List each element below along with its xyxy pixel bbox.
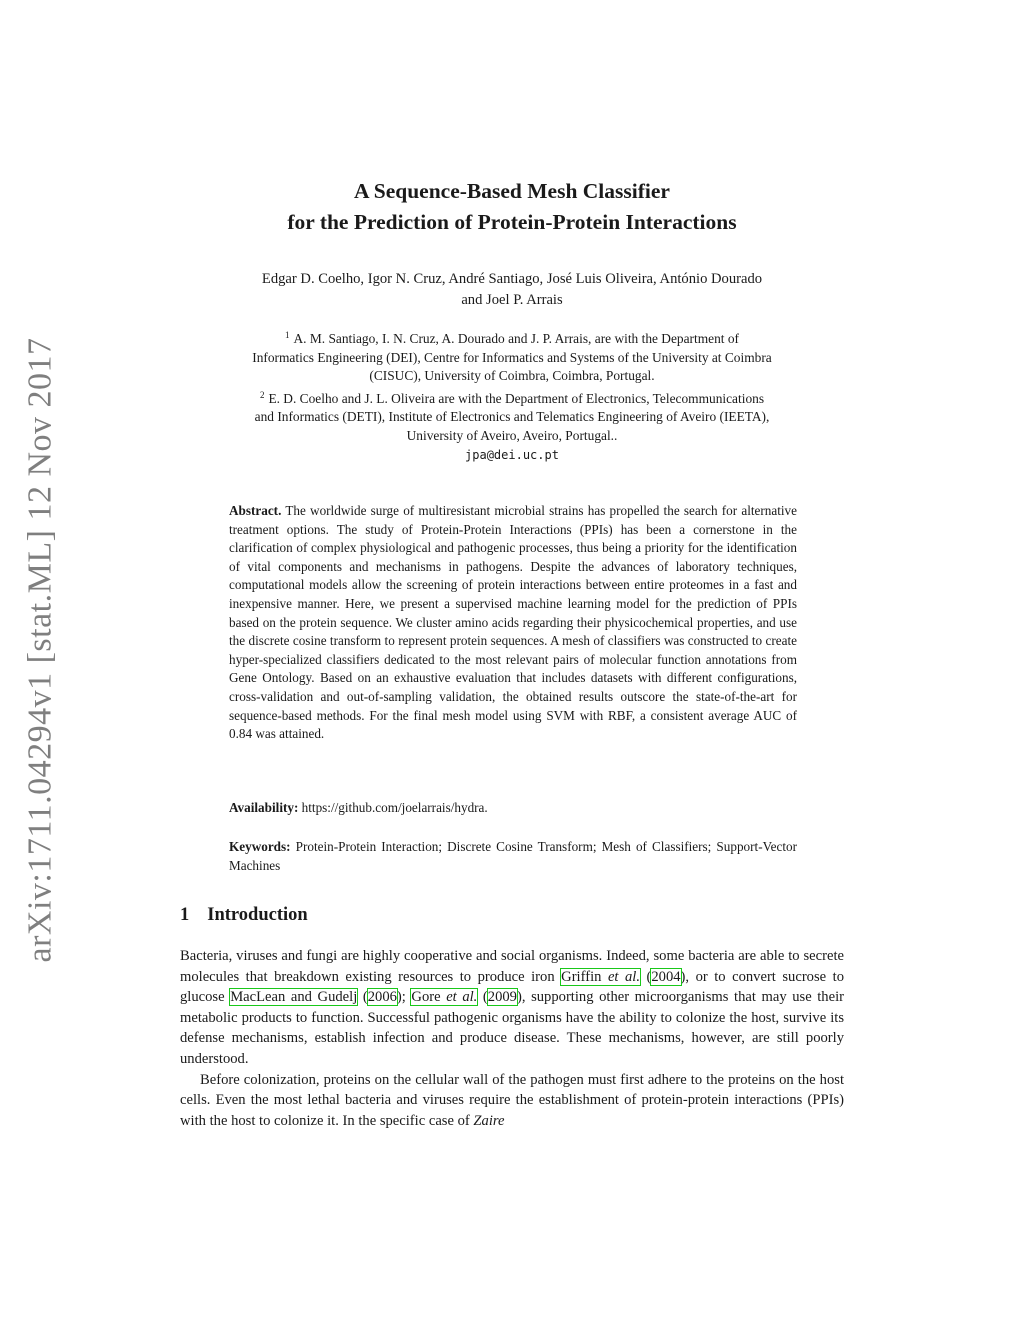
availability-link[interactable]: https://github.com/joelarrais/hydra.	[301, 800, 488, 815]
availability-label: Availability:	[229, 800, 299, 815]
intro-p2-text: Before colonization, proteins on the cellular wall of the pathogen must first adhere to the proteins on the host cells. Even the most lethal bacteria and viruses require the establishment of protein-protein interactions (PPIs) with the host to colonize it. In the specific case of	[180, 1071, 844, 1129]
affiliation-2-line-1: E. D. Coelho and J. L. Oliveira are with the Department of Electronics, Telecommunications	[268, 390, 765, 406]
cite1-author: Griffin	[561, 968, 602, 985]
section-number: 1	[180, 905, 190, 925]
citation-griffin-year[interactable]: 2004	[651, 968, 681, 985]
section-title: Introduction	[207, 905, 308, 925]
citation-griffin-author[interactable]	[561, 969, 640, 985]
arxiv-identifier[interactable]: arXiv:1711.04294v1 [stat.ML] 12 Nov 2017	[21, 337, 59, 963]
keywords	[229, 838, 797, 875]
intro-paragraph-1: Bacteria, viruses and fungi are highly cooperative and social organisms. Indeed, some bacteria are able to secrete molecules that breakdown existing resources to produce iron Griffin et al. (2004), or to convert sucrose to glucose MacLean and Gudelj (2006); Gore et al. (2009), supporting other microorganisms that may use their metabolic products to function. Successful pathogenic organisms have the ability to colonize the host, survive its defense mechanisms, establish infection and produce disease. These mechanisms, however, are still poorly understood.	[180, 948, 845, 1067]
affiliation-2-line-2: and Informatics (DETI), Institute of Electronics and Telematics Engineering of Aveiro (IEETA),	[254, 409, 770, 425]
citation-maclean-author[interactable]: MacLean and Gudelj	[230, 989, 358, 1006]
intro-p2-emphasis: Zaire	[473, 1112, 505, 1129]
introduction-body	[180, 946, 844, 1131]
title-line-1: A Sequence-Based Mesh Classifier	[354, 179, 670, 203]
abstract-label: Abstract.	[229, 503, 282, 518]
abstract	[229, 502, 797, 744]
cite3-etal: et al.	[446, 989, 478, 1006]
contact-email[interactable]: jpa@dei.uc.pt	[465, 447, 559, 462]
affiliation-2-line-3: University of Aveiro, Aveiro, Portugal..	[406, 427, 618, 443]
affiliation-1-line-2: Informatics Engineering (DEI), Centre for Informatics and Systems of the University at Coimbra	[252, 349, 772, 365]
affiliations	[170, 326, 854, 464]
affiliation-1-line-1: A. M. Santiago, I. N. Cruz, A. Dourado and J. P. Arrais, are with the Department of	[293, 331, 740, 346]
affiliation-1	[170, 326, 854, 349]
availability	[229, 800, 488, 816]
authors-line-1: Edgar D. Coelho, Igor N. Cruz, André Santiago, José Luis Oliveira, António Dourado	[261, 271, 763, 287]
paper-title	[180, 176, 844, 238]
affiliation-1-line-3: (CISUC), University of Coimbra, Coimbra, Portugal.	[369, 368, 655, 384]
intro-p1-text-c: , supporting other microorganisms that may use their metabolic products to function. Successful pathogenic organisms have the ability to colonize the host, survive its defense mechanisms, establish infection and produce disease. These mechanisms, however, are still poorly understood.	[180, 989, 844, 1067]
keywords-label: Keywords:	[229, 839, 291, 854]
intro-p1-text-b: , or to convert sucrose to glucose	[180, 968, 845, 1006]
arxiv-side-stamp	[20, 337, 60, 963]
cite1-etal: et al.	[607, 968, 640, 985]
author-list	[180, 269, 844, 311]
citation-maclean-year[interactable]: 2006	[367, 989, 397, 1006]
cite3-author: Gore	[411, 989, 441, 1006]
title-line-2: for the Prediction of Protein-Protein Interactions	[287, 210, 737, 234]
abstract-text: The worldwide surge of multiresistant microbial strains has propelled the search for alternative treatment options. The study of Protein-Protein Interactions (PPIs) has been a cornerstone in the clarification of complex physiological and pathogenic processes, thus being a priority for the identification of vital components and mechanisms in pathogens. Despite the advances of laboratory techniques, computational models allow the screening of protein interactions between entire proteomes in a fast and inexpensive manner. Here, we present a supervised machine learning model for the prediction of PPIs based on the protein sequence. We cluster amino acids regarding their physicochemical properties, and use the discrete cosine transform to represent protein sequences. A mesh of classifiers was constructed to create hyper-specialized classifiers dedicated to the most relevant pairs of molecular function annotations from Gene Ontology. Based on an exhaustive evaluation that includes datasets with different configurations, cross-validation and out-of-sampling validation, the obtained results outscore the state-of-the-art for sequence-based methods. For the final mesh model using SVM with RBF, a consistent average AUC of 0.84 was attained.	[229, 503, 797, 742]
section-heading-introduction	[180, 905, 308, 926]
intro-paragraph-2	[180, 1070, 844, 1132]
citation-gore-year[interactable]: 2009	[487, 989, 517, 1006]
keywords-text: Protein-Protein Interaction; Discrete Cosine Transform; Mesh of Classifiers; Support-Vector Machines	[229, 839, 797, 873]
affiliation-1-mark: 1	[284, 330, 290, 340]
citation-gore-author[interactable]	[411, 989, 477, 1005]
authors-line-2: and Joel P. Arrais	[461, 292, 563, 308]
affiliation-2	[170, 386, 854, 409]
intro-p1-text-a: Bacteria, viruses and fungi are highly cooperative and social organisms. Indeed, some bacteria are able to secrete molecules that breakdown existing resources to produce iron	[180, 948, 844, 985]
affiliation-2-mark: 2	[259, 389, 265, 400]
